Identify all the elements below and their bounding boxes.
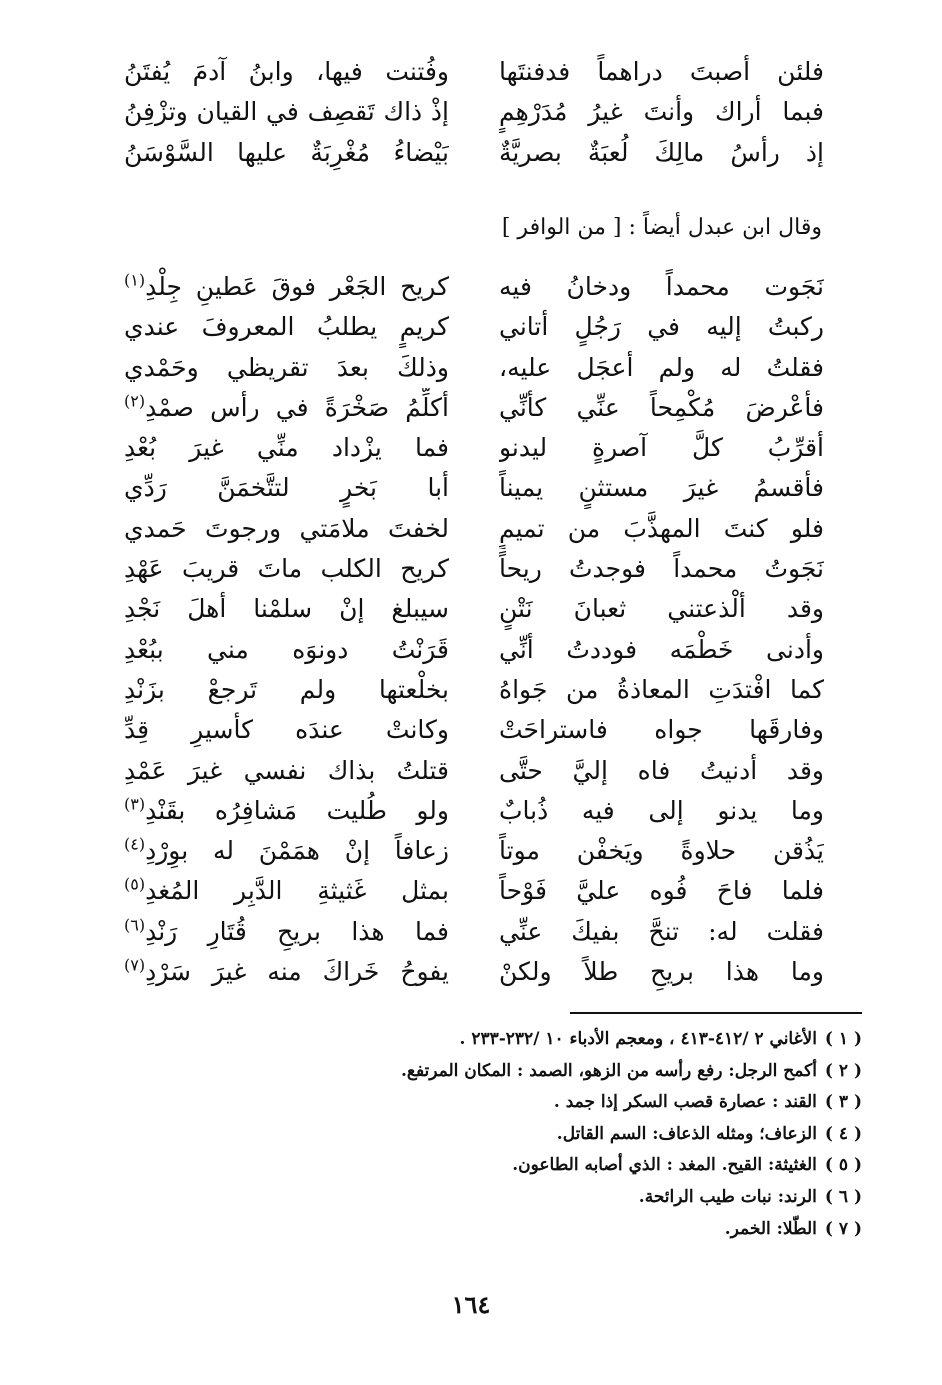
verse-line xyxy=(124,428,824,468)
verse-second-hemistich: بخلْعتها ولم تَرجعْ بزَنْدِ xyxy=(124,674,449,704)
footnote xyxy=(142,1119,862,1151)
verse-first-hemistich: نَجَوت محمداً ودخانُ فيه xyxy=(499,272,824,301)
verse-text: ولو طُليت مَشافِرُه بقَنْدِ xyxy=(145,795,449,825)
verse-second-hemistich: فما يزْداد منِّي غيرَ بُعْدِ xyxy=(124,433,449,463)
verse-second-hemistich: وكانتْ عندَه كأسيرِ قِدِّ xyxy=(124,715,449,745)
verse-text: كريح الجَعْر فوقَ عَطينِ جِلْدِ xyxy=(145,272,449,301)
footnote-reference: (٢) xyxy=(124,391,146,411)
footnote-number: ( ٤ ) xyxy=(824,1123,862,1144)
footnote xyxy=(142,1056,862,1088)
verse-first-hemistich: فلما فاحَ فُوه عليَّ فَوْحاً xyxy=(499,876,824,906)
footnote xyxy=(142,1214,862,1246)
verse-line xyxy=(124,267,824,307)
verse-second-hemistich xyxy=(124,912,449,952)
verse-second-hemistich: بَيْضاءُ مُغْرِبَةٌ عليها السَّوْسَنُ xyxy=(124,137,449,167)
footnote-text: الأغاني ٢ /٤١٢-٤١٣ ، ومعجم الأدباء ١٠ /٢٣٢-٢٣٣ . xyxy=(459,1029,817,1049)
verse-line xyxy=(124,630,824,670)
footnote-reference: (١) xyxy=(124,270,146,290)
footnote xyxy=(142,1087,862,1119)
footnote-number: ( ٧ ) xyxy=(824,1218,862,1239)
verse-first-hemistich: يَذُقن حلاوةً ويَخفْن موتاً xyxy=(499,836,824,866)
poem-first-section xyxy=(124,52,824,173)
footnotes xyxy=(142,1024,862,1245)
footnote-text: الغثيثة: القيح. المغد : الذي أصابه الطاعون. xyxy=(512,1155,817,1176)
footnote-text: أكمح الرجل: رفع رأسه من الزهو، الصمد : المكان المرتفع. xyxy=(400,1060,817,1081)
verse-first-hemistich: فأقسمُ غيرَ مستثنٍ يميناً xyxy=(499,473,824,503)
verse-second-hemistich: وذلكَ بعدَ تقريظي وحَمْدي xyxy=(124,352,449,382)
footnote-text: الطّلا: الخمر. xyxy=(724,1218,817,1239)
verse-line xyxy=(124,509,824,549)
verse-first-hemistich: وما هذا بريحِ طلاً ولكنْ xyxy=(499,957,824,987)
verse-line xyxy=(124,751,824,791)
verse-first-hemistich: وما يدنو إلى فيه ذُبابٌ xyxy=(499,795,824,825)
footnote-reference: (٦) xyxy=(124,915,146,935)
footnote-reference: (٤) xyxy=(124,834,146,854)
page-number: ١٦٤ xyxy=(451,1290,491,1319)
verse-first-hemistich: وفارقَها جواه فاستراحَتْ xyxy=(499,715,824,745)
footnote xyxy=(142,1024,862,1056)
verse-first-hemistich: فبما أراك وأنتَ غيرُ مُدَرْهِمٍ xyxy=(499,97,824,127)
verse-line xyxy=(124,348,824,388)
verse-second-hemistich xyxy=(124,267,449,307)
verse-text: بمثل غَثيثةِ الدَّبِر المُغدِ xyxy=(145,876,449,906)
verse-second-hemistich: أبا بَخرٍ لتتَّخمَنَّ رَدِّي xyxy=(124,473,449,503)
verse-second-hemistich: قَرَنْتُ دونوَه مني ببُعْدِ xyxy=(124,634,449,664)
footnote-text: الزعاف؛ ومثله الذعاف: السم القاتل. xyxy=(556,1123,817,1144)
verse-second-hemistich: كريمٍ يطلبُ المعروفَ عندي xyxy=(124,312,449,342)
verse-first-hemistich: فقلت له: تنحَّ بفيكَ عنِّي xyxy=(499,916,824,946)
verse-line xyxy=(124,791,824,831)
footnote-number: ( ١ ) xyxy=(824,1029,862,1049)
footnote xyxy=(142,1150,862,1182)
verse-first-hemistich: نَجَوتُ محمداً فوجدتُ ريحاً xyxy=(499,554,824,584)
verse-first-hemistich: فلئن أصبتَ دراهماً فدفنتَها xyxy=(499,57,824,86)
verse-first-hemistich: إذ رأسُ مالِكَ لُعبَةٌ بصريَّةٌ xyxy=(499,137,824,167)
verse-second-hemistich: كريح الكلب ماتَ قريبَ عَهْدِ xyxy=(124,554,449,584)
verse-first-hemistich: فلو كنتَ المهذَّبَ من تميمٍ xyxy=(499,513,824,543)
footnote-reference: (٣) xyxy=(124,794,146,814)
footnote-number: ( ٥ ) xyxy=(824,1155,862,1176)
verse-second-hemistich xyxy=(124,791,449,831)
footnote-number: ( ٦ ) xyxy=(824,1186,862,1207)
verse-line xyxy=(124,92,824,132)
footnote-number: ( ٢ ) xyxy=(824,1060,862,1081)
verse-first-hemistich: ركبتُ إليه في رَجُلٍ أتاني xyxy=(499,312,824,342)
verse-second-hemistich: قتلتُ بذاك نفسي غيرَ عَمْدِ xyxy=(124,755,449,785)
verse-second-hemistich: إذْ ذاك تَقصِف في القيان وتزْفِنُ xyxy=(124,97,449,127)
verse-line xyxy=(124,912,824,952)
footnote xyxy=(142,1182,862,1214)
verse-first-hemistich: أقرِّبُ كلَّ آصرةٍ ليدنو xyxy=(499,433,824,463)
poem-introduction: وقال ابن عبدل أيضاً : [ من الوافر ] xyxy=(501,215,822,240)
verse-second-hemistich: سيبلغ إنْ سلمْنا أهلَ نَجْدِ xyxy=(124,594,449,624)
verse-first-hemistich: فقلتُ له ولم أعجَل عليه، xyxy=(499,352,824,382)
verse-second-hemistich xyxy=(124,831,449,871)
verse-second-hemistich: وفُتنت فيها، وابنُ آدمَ يُفتَنُ xyxy=(124,57,449,86)
verse-first-hemistich: كما افْتدَتِ المعاذةُ من جَواهُ xyxy=(499,674,824,704)
footnote-number: ( ٣ ) xyxy=(824,1092,862,1113)
verse-line xyxy=(124,549,824,589)
footnote-text: الرند: نبات طيب الرائحة. xyxy=(638,1186,817,1207)
verse-second-hemistich xyxy=(124,952,449,992)
verse-line xyxy=(124,952,824,992)
verse-second-hemistich xyxy=(124,871,449,911)
footnote-reference: (٧) xyxy=(124,955,146,975)
verse-line xyxy=(124,670,824,710)
verse-line xyxy=(124,52,824,92)
verse-line xyxy=(124,871,824,911)
verse-first-hemistich: وقد أدنيتُ فاه إليَّ حتَّى xyxy=(499,755,824,785)
footnote-separator xyxy=(570,1012,862,1014)
footnote-reference: (٥) xyxy=(124,875,146,895)
verse-text: زعافاً إنْ همَمْنَ له بوِرْدِ xyxy=(145,836,449,866)
verse-text: أكلِّمُ صَخْرَةً في رأس صمْدِ xyxy=(145,392,449,422)
verse-second-hemistich xyxy=(124,388,449,428)
verse-line xyxy=(124,468,824,508)
poem-second-section xyxy=(124,267,824,992)
verse-second-hemistich: لخفتَ ملامَتي ورجوتَ حَمدي xyxy=(124,513,449,543)
verse-line xyxy=(124,133,824,173)
verse-first-hemistich: فأعْرضَ مُكْمِحاً عنِّي كأنِّي xyxy=(499,392,824,422)
verse-text: يفوحُ خَراكَ منه غيرَ سَرْدِ xyxy=(145,957,449,987)
verse-line xyxy=(124,589,824,629)
footnote-text: القند : عصارة قصب السكر إذا جمد . xyxy=(553,1092,817,1113)
verse-line xyxy=(124,388,824,428)
verse-line xyxy=(124,307,824,347)
verse-line xyxy=(124,831,824,871)
verse-first-hemistich: وقد ألْذعتني ثعبانَ نَتْنٍ xyxy=(499,594,824,624)
verse-line xyxy=(124,710,824,750)
verse-first-hemistich: وأدنى خَطْمَه فوددتُ أنِّي xyxy=(499,634,824,664)
verse-text: فما هذا بريحِ قُتَارِ رَنْدِ xyxy=(145,916,449,946)
